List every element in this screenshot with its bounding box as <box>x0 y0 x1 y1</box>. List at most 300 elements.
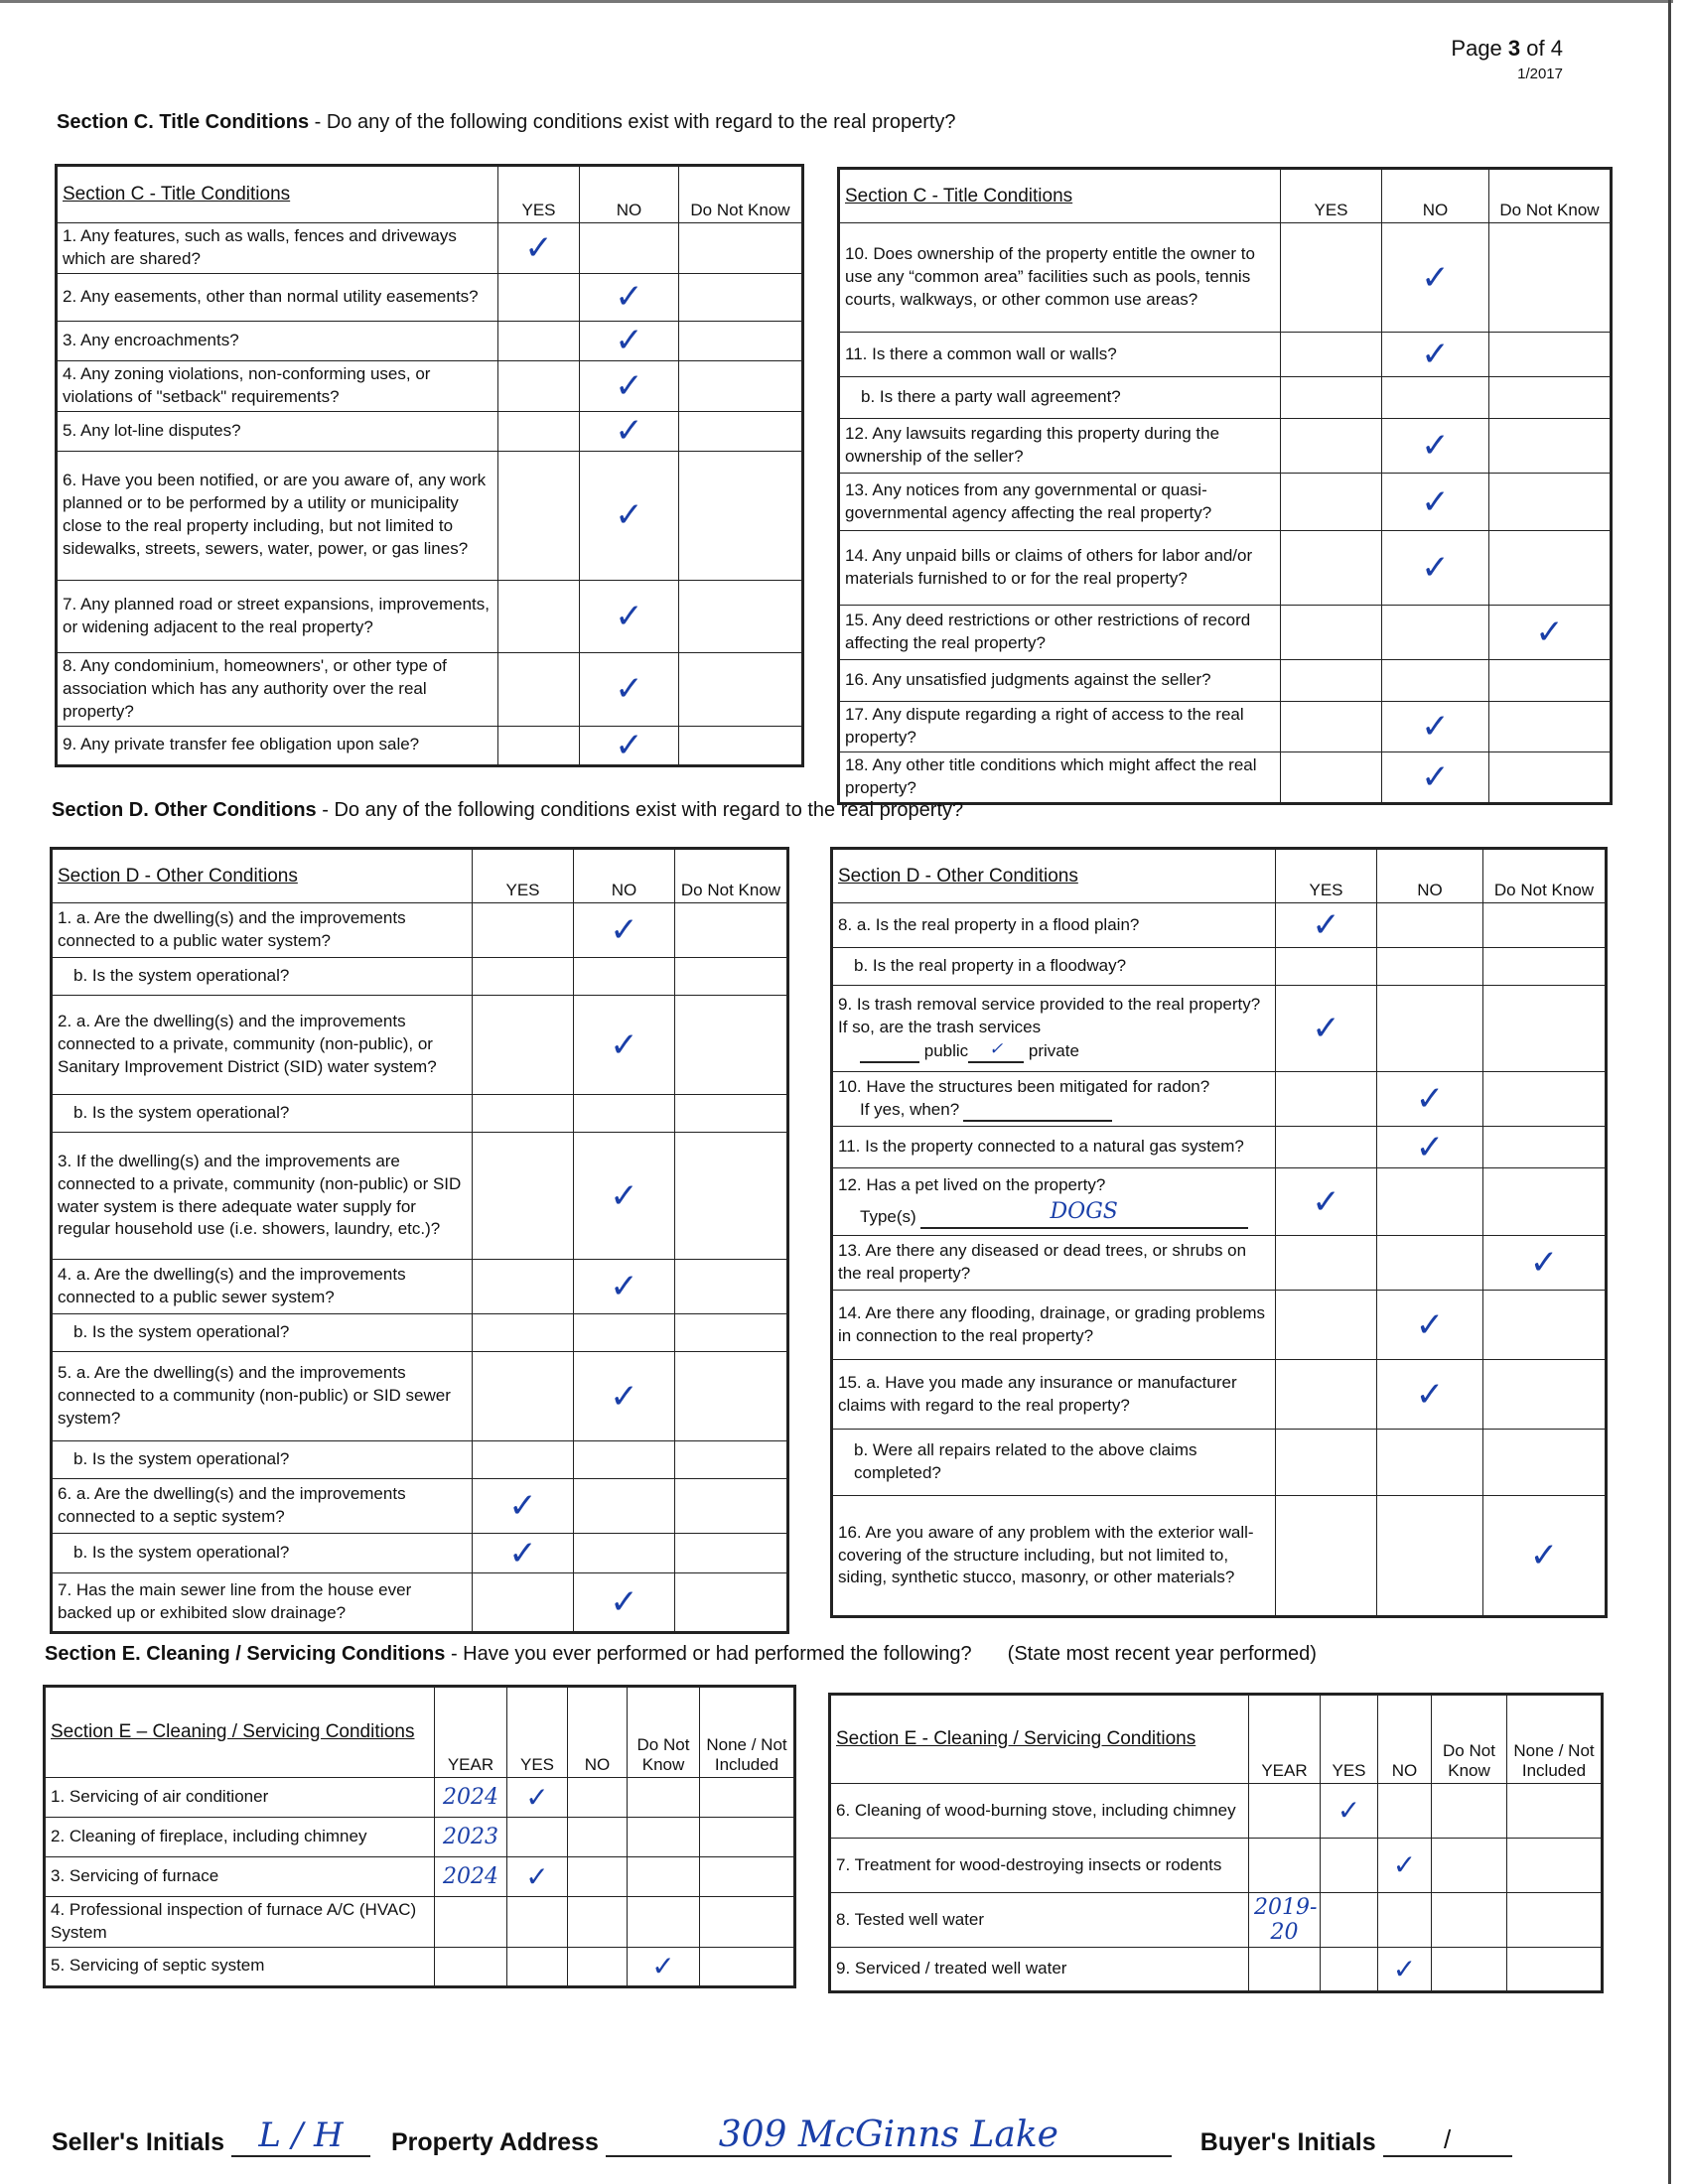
question-row <box>839 751 1612 803</box>
checkbox-dnk[interactable] <box>1483 986 1607 1072</box>
check-mark-icon: ✓ <box>651 1949 675 1982</box>
checkbox-dnk[interactable] <box>1483 1496 1607 1617</box>
check-mark-icon: ✓ <box>615 365 643 406</box>
checkbox-dnk[interactable] <box>628 1857 700 1897</box>
check-mark-icon: ✓ <box>524 227 553 268</box>
checkbox-none[interactable] <box>1507 1784 1603 1839</box>
question-label: 15. a. Have you made any insurance or manufacturer claims with regard to the real property? <box>838 1372 1237 1415</box>
checkbox-no[interactable] <box>1382 333 1489 377</box>
seller-initials-field[interactable]: L / H <box>231 2116 370 2157</box>
question-label: 5. a. Are the dwelling(s) and the improvements connected to a community (non-public) or SID sewer system? <box>58 1363 451 1428</box>
question-label: 3. If the dwelling(s) and the improvements are connected to a private, community (non-public) or SID water system is there adequate water supply for regular household use (i.e. showers, laundry, etc.)? <box>58 1151 462 1239</box>
check-mark-icon: ✓ <box>615 669 643 710</box>
checkbox-no[interactable] <box>1378 1784 1432 1839</box>
question-row <box>52 1441 788 1479</box>
checkbox-yes[interactable] <box>473 903 574 958</box>
question-label: 2. Any easements, other than normal utility easements? <box>63 286 479 306</box>
question-row <box>839 223 1612 333</box>
check-mark-icon: ✓ <box>508 1533 537 1573</box>
checkbox-dnk[interactable] <box>1432 1839 1507 1893</box>
checkbox-dnk[interactable] <box>1489 419 1612 474</box>
check-mark-icon: ✓ <box>1421 426 1450 466</box>
checkbox-yes[interactable] <box>498 726 580 765</box>
checkbox-no[interactable] <box>1378 1893 1432 1948</box>
question-row <box>832 986 1607 1072</box>
question-text <box>839 223 1281 333</box>
checkbox-yes[interactable] <box>1281 531 1382 606</box>
checkbox-dnk[interactable] <box>1489 474 1612 531</box>
question-row <box>57 726 803 765</box>
checkbox-no[interactable] <box>1382 377 1489 419</box>
col-header-do-not-know: Do Not Know <box>675 849 788 903</box>
checkbox-yes[interactable] <box>507 1857 568 1897</box>
question-label: 6. Have you been notified, or are you aware of, any work planned or to be performed by a utility or municipality close to the real property including, but not limited to sidewalks, streets, sewers, water, power, or gas lines? <box>63 471 487 559</box>
checkbox-no[interactable] <box>1382 474 1489 531</box>
checkbox-none[interactable] <box>1507 1893 1603 1948</box>
trash-public-label: public <box>923 1041 969 1061</box>
checkbox-yes[interactable] <box>1281 223 1382 333</box>
checkbox-no[interactable] <box>568 1818 628 1857</box>
checkbox-no[interactable] <box>1382 419 1489 474</box>
checkbox-yes[interactable] <box>473 1260 574 1314</box>
checkbox-no[interactable] <box>1377 1496 1483 1617</box>
question-text <box>832 948 1276 986</box>
year-field[interactable] <box>1249 1948 1321 1992</box>
question-label: 1. a. Are the dwelling(s) and the improvements connected to a public water system? <box>58 908 406 950</box>
question-row <box>832 1430 1607 1496</box>
checkbox-no[interactable] <box>574 958 675 996</box>
pet-type-field[interactable]: DOGS <box>920 1197 1248 1229</box>
checkbox-dnk[interactable] <box>1489 660 1612 702</box>
question-text <box>832 1127 1276 1168</box>
checkbox-yes[interactable] <box>1321 1948 1378 1992</box>
buyer-initials-field[interactable]: / <box>1383 2124 1512 2157</box>
checkbox-dnk[interactable] <box>675 903 788 958</box>
checkbox-no[interactable] <box>574 1534 675 1573</box>
checkbox-dnk[interactable] <box>1489 377 1612 419</box>
question-row <box>832 1360 1607 1430</box>
checkbox-none[interactable] <box>1507 1839 1603 1893</box>
service-row <box>45 1857 795 1897</box>
checkbox-no[interactable] <box>568 1778 628 1818</box>
checkbox-no[interactable] <box>580 580 679 652</box>
check-mark-icon: ✓ <box>615 725 643 765</box>
service-row <box>45 1947 795 1986</box>
col-header-no: NO <box>1382 169 1489 223</box>
checkbox-no[interactable] <box>574 996 675 1095</box>
checkbox-yes[interactable] <box>473 1534 574 1573</box>
checkbox-no[interactable] <box>574 1441 675 1479</box>
section-d-heading-text: - Do any of the following conditions exist with regard to the real property? <box>316 799 964 821</box>
checkbox-yes[interactable] <box>507 1778 568 1818</box>
checkbox-yes[interactable] <box>1276 1072 1377 1127</box>
question-text <box>52 1441 473 1479</box>
checkbox-dnk[interactable] <box>628 1778 700 1818</box>
checkbox-dnk[interactable] <box>1483 1291 1607 1360</box>
checkbox-dnk[interactable] <box>1489 702 1612 752</box>
question-label: 4. Any zoning violations, non-conforming uses, or violations of "setback" requirements? <box>63 363 431 406</box>
question-row <box>839 606 1612 660</box>
question-text <box>57 411 498 451</box>
checkbox-no[interactable] <box>1378 1948 1432 1992</box>
checkbox-dnk[interactable] <box>675 1479 788 1534</box>
col-header-year: YEAR <box>435 1687 507 1778</box>
question-row <box>57 273 803 321</box>
checkbox-no[interactable] <box>574 1314 675 1352</box>
checkbox-no[interactable] <box>580 223 679 274</box>
checkbox-yes[interactable] <box>498 273 580 321</box>
question-text <box>839 333 1281 377</box>
checkbox-dnk[interactable] <box>1432 1893 1507 1948</box>
table-title: Section E - Cleaning / Servicing Conditions <box>830 1695 1249 1784</box>
checkbox-yes[interactable] <box>473 1314 574 1352</box>
footer <box>52 2115 1512 2157</box>
checkbox-yes[interactable] <box>473 1133 574 1260</box>
service-text: 6. Cleaning of wood-burning stove, including chimney <box>830 1784 1249 1839</box>
checkbox-yes[interactable] <box>1276 1291 1377 1360</box>
checkbox-dnk[interactable] <box>675 1534 788 1573</box>
check-mark-icon: ✓ <box>1415 1079 1445 1119</box>
section-e-heading <box>45 1643 1317 1666</box>
check-mark-icon: ✓ <box>615 411 643 452</box>
checkbox-no[interactable] <box>580 360 679 411</box>
checkbox-dnk[interactable] <box>1483 1072 1607 1127</box>
checkbox-no[interactable] <box>1377 986 1483 1072</box>
checkbox-yes[interactable] <box>473 958 574 996</box>
trash-public-blank[interactable] <box>860 1061 919 1063</box>
page-number-block <box>1451 36 1563 82</box>
year-field[interactable] <box>1249 1839 1321 1893</box>
year-value: 2024 <box>443 1785 498 1810</box>
question-text <box>57 223 498 274</box>
checkbox-none[interactable] <box>700 1897 795 1948</box>
checkbox-yes[interactable] <box>1276 986 1377 1072</box>
checkbox-yes[interactable] <box>473 996 574 1095</box>
radon-when-label: If yes, when? <box>860 1100 960 1119</box>
checkbox-dnk[interactable] <box>1483 1168 1607 1236</box>
checkbox-yes[interactable] <box>1281 660 1382 702</box>
question-text <box>52 1133 473 1260</box>
check-mark-icon: ✓ <box>1529 1536 1559 1575</box>
checkbox-yes[interactable] <box>498 451 580 580</box>
question-row <box>52 1133 788 1260</box>
question-row <box>839 702 1612 752</box>
question-text <box>832 1236 1276 1291</box>
checkbox-yes[interactable] <box>1321 1893 1378 1948</box>
service-text: 3. Servicing of furnace <box>45 1857 435 1897</box>
service-text: 2. Cleaning of fireplace, including chimney <box>45 1818 435 1857</box>
checkbox-yes[interactable] <box>498 411 580 451</box>
checkbox-dnk[interactable] <box>679 652 803 726</box>
checkbox-dnk[interactable] <box>1483 1360 1607 1430</box>
page-of: of 4 <box>1526 36 1563 61</box>
table-title: Section C - Title Conditions <box>839 169 1281 223</box>
check-mark-icon: ✓ <box>610 1376 638 1417</box>
checkbox-none[interactable] <box>700 1818 795 1857</box>
year-value: 2023 <box>443 1825 498 1849</box>
check-mark-icon: ✓ <box>1421 548 1450 588</box>
year-field[interactable] <box>435 1818 507 1857</box>
check-mark-icon: ✓ <box>508 1486 537 1526</box>
page-num: 3 <box>1507 36 1521 61</box>
checkbox-no[interactable] <box>568 1857 628 1897</box>
checkbox-yes[interactable] <box>498 580 580 652</box>
checkbox-yes[interactable] <box>1281 333 1382 377</box>
checkbox-dnk[interactable] <box>675 958 788 996</box>
checkbox-dnk[interactable] <box>1489 531 1612 606</box>
checkbox-dnk[interactable] <box>675 1441 788 1479</box>
checkbox-dnk[interactable] <box>1432 1784 1507 1839</box>
checkbox-yes[interactable] <box>473 1352 574 1441</box>
question-row <box>832 1072 1607 1127</box>
checkbox-dnk[interactable] <box>675 1260 788 1314</box>
question-label: 16. Any unsatisfied judgments against the seller? <box>845 670 1211 690</box>
checkbox-yes[interactable] <box>1276 948 1377 986</box>
question-text <box>839 751 1281 803</box>
question-label: 16. Are you aware of any problem with the exterior wall-covering of the structure including, but not limited to, siding, synthetic stucco, masonry, or other materials? <box>838 1522 1254 1587</box>
check-mark-icon: ✓ <box>1336 1794 1361 1827</box>
question-label: 3. Any encroachments? <box>63 330 239 349</box>
check-mark-icon: ✓ <box>1415 1304 1445 1345</box>
year-field[interactable] <box>435 1947 507 1986</box>
checkbox-no[interactable] <box>1377 903 1483 948</box>
question-label: 14. Any unpaid bills or claims of others for labor and/or materials furnished to or for the real property? <box>845 546 1253 588</box>
checkbox-no[interactable] <box>574 903 675 958</box>
checkbox-yes[interactable] <box>1321 1839 1378 1893</box>
col-header-do-not-know: Do Not Know <box>1432 1695 1507 1784</box>
checkbox-none[interactable] <box>700 1778 795 1818</box>
check-mark-icon: ✓ <box>1312 1181 1340 1222</box>
checkbox-none[interactable] <box>700 1857 795 1897</box>
checkbox-no[interactable] <box>580 451 679 580</box>
service-text: 4. Professional inspection of furnace A/C (HVAC) System <box>45 1897 435 1948</box>
section-c-left-table <box>55 164 804 767</box>
checkbox-dnk[interactable] <box>1483 948 1607 986</box>
checkbox-dnk[interactable] <box>679 580 803 652</box>
question-text <box>52 1479 473 1534</box>
col-header-no: NO <box>568 1687 628 1778</box>
checkbox-dnk[interactable] <box>679 451 803 580</box>
question-label: 8. Any condominium, homeowners', or other type of association which has any authority over the real property? <box>63 655 447 721</box>
checkbox-dnk[interactable] <box>1489 333 1612 377</box>
section-d-heading <box>52 799 963 822</box>
checkbox-no[interactable] <box>1377 1291 1483 1360</box>
checkbox-dnk[interactable] <box>1489 223 1612 333</box>
checkbox-yes[interactable] <box>1281 419 1382 474</box>
checkbox-no[interactable] <box>580 321 679 360</box>
checkbox-yes[interactable] <box>498 360 580 411</box>
question-row <box>839 377 1612 419</box>
form-date: 1/2017 <box>1517 66 1563 82</box>
checkbox-yes[interactable] <box>1276 1496 1377 1617</box>
checkbox-dnk[interactable] <box>628 1947 700 1986</box>
section-e-right-table <box>828 1693 1604 1993</box>
col-header-yes: YES <box>1281 169 1382 223</box>
checkbox-dnk[interactable] <box>1489 751 1612 803</box>
checkbox-no[interactable] <box>1377 948 1483 986</box>
checkbox-dnk[interactable] <box>679 321 803 360</box>
checkbox-no[interactable] <box>1382 702 1489 752</box>
checkbox-no[interactable] <box>568 1947 628 1986</box>
checkbox-no[interactable] <box>1382 223 1489 333</box>
checkbox-dnk[interactable] <box>1432 1948 1507 1992</box>
year-field[interactable] <box>435 1897 507 1948</box>
question-row <box>52 996 788 1095</box>
checkbox-no[interactable] <box>1378 1839 1432 1893</box>
property-address-field[interactable]: 309 McGinns Lake <box>606 2115 1172 2157</box>
checkbox-dnk[interactable] <box>675 1314 788 1352</box>
year-field[interactable] <box>435 1778 507 1818</box>
question-row <box>839 660 1612 702</box>
checkbox-none[interactable] <box>1507 1948 1603 1992</box>
checkbox-no[interactable] <box>574 1260 675 1314</box>
section-c-heading-text: - Do any of the following conditions exist with regard to the real property? <box>309 111 956 133</box>
question-label: 1. Any features, such as walls, fences and driveways which are shared? <box>63 226 457 268</box>
section-c-right-table <box>837 167 1613 805</box>
checkbox-yes[interactable] <box>473 1441 574 1479</box>
checkbox-no[interactable] <box>574 1133 675 1260</box>
checkbox-dnk[interactable] <box>675 1352 788 1441</box>
checkbox-no[interactable] <box>574 1352 675 1441</box>
checkbox-dnk[interactable] <box>628 1897 700 1948</box>
checkbox-no[interactable] <box>1377 1127 1483 1168</box>
question-row <box>52 903 788 958</box>
year-value: 2019-20 <box>1254 1895 1318 1945</box>
checkbox-dnk[interactable] <box>675 1095 788 1133</box>
checkbox-yes[interactable] <box>1276 1236 1377 1291</box>
checkbox-no[interactable] <box>580 726 679 765</box>
checkbox-no[interactable] <box>1382 531 1489 606</box>
checkbox-dnk[interactable] <box>679 223 803 274</box>
question-row <box>52 1573 788 1633</box>
question-text <box>832 1168 1276 1236</box>
checkbox-dnk[interactable] <box>679 726 803 765</box>
year-field[interactable] <box>435 1857 507 1897</box>
checkbox-no[interactable] <box>574 1095 675 1133</box>
pet-type <box>838 1197 1270 1229</box>
question-label: 13. Any notices from any governmental or quasi-governmental agency affecting the real property? <box>845 479 1212 522</box>
question-label: 11. Is there a common wall or walls? <box>845 343 1117 363</box>
checkbox-yes[interactable] <box>473 1479 574 1534</box>
checkbox-no[interactable] <box>1377 1168 1483 1236</box>
checkbox-yes[interactable] <box>1276 1168 1377 1236</box>
checkbox-yes[interactable] <box>507 1818 568 1857</box>
checkbox-no[interactable] <box>1382 606 1489 660</box>
question-text <box>57 726 498 765</box>
property-address-label: Property Address <box>391 2128 599 2156</box>
checkbox-yes[interactable] <box>473 1095 574 1133</box>
question-row <box>832 1236 1607 1291</box>
checkbox-dnk[interactable] <box>675 1133 788 1260</box>
question-row <box>839 474 1612 531</box>
checkbox-no[interactable] <box>1382 660 1489 702</box>
checkbox-yes[interactable] <box>1281 751 1382 803</box>
question-label: 11. Is the property connected to a natural gas system? <box>838 1137 1244 1157</box>
checkbox-no[interactable] <box>1377 1360 1483 1430</box>
checkbox-yes[interactable] <box>507 1947 568 1986</box>
question-text <box>839 377 1281 419</box>
checkbox-dnk[interactable] <box>1489 606 1612 660</box>
question-text <box>832 903 1276 948</box>
question-row <box>52 1352 788 1441</box>
checkbox-dnk[interactable] <box>675 996 788 1095</box>
checkbox-dnk[interactable] <box>1483 1236 1607 1291</box>
question-text <box>832 1496 1276 1617</box>
check-mark-icon: ✓ <box>615 277 643 318</box>
checkbox-no[interactable] <box>574 1479 675 1534</box>
question-text <box>52 1095 473 1133</box>
service-text: 7. Treatment for wood-destroying insects or rodents <box>830 1839 1249 1893</box>
checkbox-yes[interactable] <box>498 223 580 274</box>
radon-date-field[interactable] <box>963 1120 1112 1122</box>
checkbox-yes[interactable] <box>1276 1430 1377 1496</box>
checkbox-yes[interactable] <box>1276 1360 1377 1430</box>
checkbox-yes[interactable] <box>1276 1127 1377 1168</box>
service-row <box>830 1893 1603 1948</box>
checkbox-yes[interactable] <box>1281 702 1382 752</box>
question-text <box>52 1260 473 1314</box>
checkbox-dnk[interactable] <box>1483 903 1607 948</box>
checkbox-none[interactable] <box>700 1947 795 1986</box>
question-label: b. Were all repairs related to the above claims completed? <box>854 1440 1197 1482</box>
checkbox-no[interactable] <box>580 273 679 321</box>
question-label: 8. a. Is the real property in a flood plain? <box>838 914 1140 934</box>
checkbox-yes[interactable] <box>507 1897 568 1948</box>
pet-type-label: Type(s) <box>860 1206 916 1226</box>
checkbox-no[interactable] <box>1377 1236 1483 1291</box>
checkbox-no[interactable] <box>1377 1072 1483 1127</box>
checkbox-yes[interactable] <box>473 1573 574 1633</box>
col-header-year: YEAR <box>1249 1695 1321 1784</box>
checkbox-dnk[interactable] <box>1483 1430 1607 1496</box>
checkbox-dnk[interactable] <box>1483 1127 1607 1168</box>
question-row <box>52 1479 788 1534</box>
section-d-left-table <box>50 847 789 1634</box>
checkbox-yes[interactable] <box>1281 474 1382 531</box>
checkbox-dnk[interactable] <box>679 411 803 451</box>
checkbox-no[interactable] <box>1377 1430 1483 1496</box>
checkbox-dnk[interactable] <box>628 1818 700 1857</box>
table-title: Section C - Title Conditions <box>57 166 498 223</box>
question-label: b. Is there a party wall agreement? <box>861 387 1121 407</box>
question-label: 7. Has the main sewer line from the house ever backed up or exhibited slow drainage? <box>58 1580 412 1622</box>
checkbox-no[interactable] <box>1382 751 1489 803</box>
checkbox-yes[interactable] <box>1321 1784 1378 1839</box>
checkbox-no[interactable] <box>580 411 679 451</box>
checkbox-no[interactable] <box>580 652 679 726</box>
question-row <box>839 531 1612 606</box>
checkbox-no[interactable] <box>574 1573 675 1633</box>
check-mark-icon: ✓ <box>1421 335 1450 374</box>
trash-private-blank[interactable]: ✓ <box>968 1038 1024 1063</box>
checkbox-yes[interactable] <box>1281 606 1382 660</box>
checkbox-yes[interactable] <box>498 321 580 360</box>
checkbox-yes[interactable] <box>1276 903 1377 948</box>
check-mark-icon: ✓ <box>615 596 643 636</box>
question-label: 10. Have the structures been mitigated for radon? <box>838 1077 1210 1097</box>
checkbox-dnk[interactable] <box>679 360 803 411</box>
checkbox-yes[interactable] <box>1281 377 1382 419</box>
checkbox-yes[interactable] <box>498 652 580 726</box>
year-field[interactable] <box>1249 1784 1321 1839</box>
question-label: b. Is the real property in a floodway? <box>854 956 1127 976</box>
checkbox-no[interactable] <box>568 1897 628 1948</box>
year-field[interactable] <box>1249 1893 1321 1948</box>
question-text <box>839 660 1281 702</box>
question-row <box>52 1534 788 1573</box>
checkbox-dnk[interactable] <box>675 1573 788 1633</box>
checkbox-dnk[interactable] <box>679 273 803 321</box>
